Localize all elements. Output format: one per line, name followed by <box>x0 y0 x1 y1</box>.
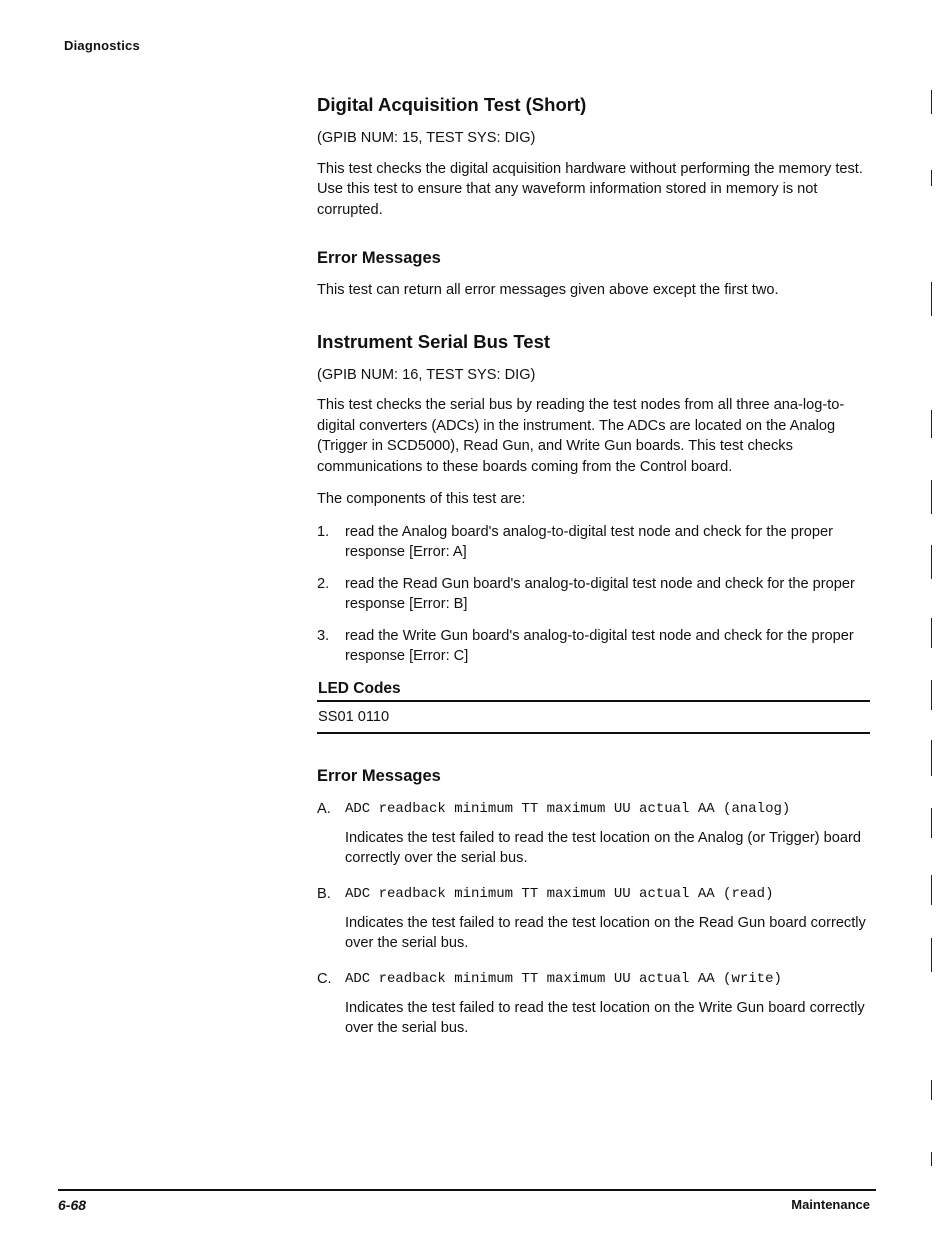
error-description: Indicates the test failed to read the test location on the Read Gun board correctly over the serial bus. <box>345 914 866 951</box>
footer-rule <box>58 1189 876 1191</box>
error-messages-heading: Error Messages <box>317 249 441 267</box>
error-messages-text: This test can return all error messages given above except the first two. <box>317 282 779 298</box>
error-message-code: ADC readback minimum TT maximum UU actual AA (write) <box>345 970 782 987</box>
step-item <box>317 574 870 615</box>
section-title-serial-bus: Instrument Serial Bus Test <box>317 330 551 352</box>
led-codes-table <box>317 678 870 734</box>
components-intro: The components of this test are: <box>317 491 526 507</box>
error-letter: A. <box>317 800 331 817</box>
error-item <box>317 798 870 869</box>
error-item <box>317 968 870 1039</box>
error-message-code: ADC readback minimum TT maximum UU actual AA (analog) <box>345 800 791 817</box>
component-steps <box>317 522 870 667</box>
error-message-list <box>317 798 870 1039</box>
step-number: 1. <box>317 523 330 540</box>
step-item <box>317 626 870 667</box>
error-description: Indicates the test failed to read the test location on the Analog (or Trigger) board correctly over the serial bus. <box>345 829 861 866</box>
error-messages-heading: Error Messages <box>317 766 441 785</box>
page-number: 6-68 <box>58 1197 87 1213</box>
scan-margin-marks <box>922 0 932 1241</box>
gpib-info: (GPIB NUM: 15, TEST SYS: DIG) <box>317 130 536 146</box>
step-text: read the Write Gun board's analog-to-digital test node and check for the proper response [Error: C] <box>345 627 854 664</box>
error-letter: C. <box>317 970 332 987</box>
error-message-code: ADC readback minimum TT maximum UU actual AA (read) <box>345 885 774 902</box>
step-number: 3. <box>317 627 330 644</box>
led-codes-heading: LED Codes <box>318 679 401 697</box>
led-code-value: SS01 0110 <box>318 708 390 725</box>
main-column <box>317 92 870 1053</box>
step-text: read the Analog board's analog-to-digital test node and check for the proper response [Error: A] <box>345 523 833 560</box>
section-description: This test checks the serial bus by reading the test nodes from all three ana-log-to-digital converters (ADCs) in the instrument. The ADCs are located on the Analog (Trigger in SCD5000), Read Gun, and Write Gun boards. This test checks communications to these boards coming from the Control board. <box>317 397 845 475</box>
chapter-label: Maintenance <box>791 1197 870 1212</box>
error-item <box>317 883 870 954</box>
error-letter: B. <box>317 885 331 902</box>
section-title-digital-acquisition: Digital Acquisition Test (Short) <box>317 94 587 115</box>
gpib-info: (GPIB NUM: 16, TEST SYS: DIG) <box>317 366 536 383</box>
section-description: This test checks the digital acquisition hardware without performing the memory test. Use this test to ensure that any waveform information stored in memory is not corrupted. <box>317 160 863 218</box>
error-description: Indicates the test failed to read the test location on the Write Gun board correctly over the serial bus. <box>345 999 865 1036</box>
step-item <box>317 522 870 563</box>
running-header: Diagnostics <box>64 38 140 53</box>
step-text: read the Read Gun board's analog-to-digital test node and check for the proper response [Error: B] <box>345 575 855 612</box>
step-number: 2. <box>317 575 330 592</box>
